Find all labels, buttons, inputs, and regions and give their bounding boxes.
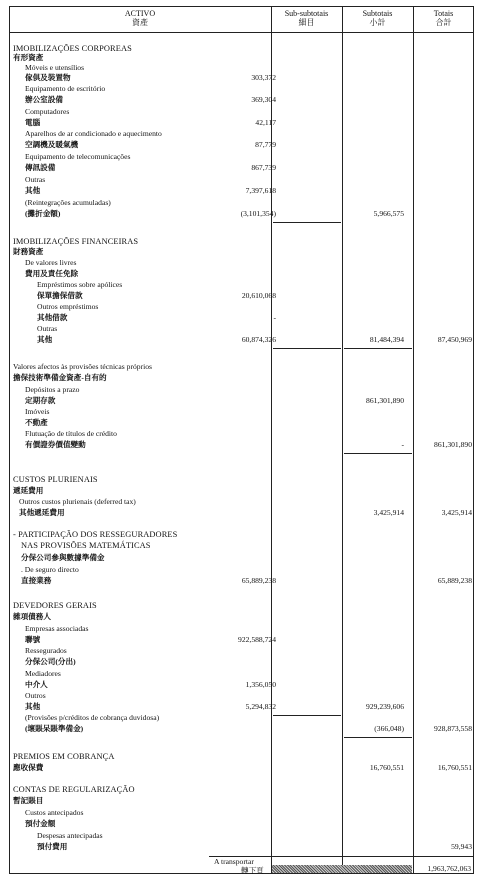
table-row — [9, 723, 474, 734]
table-row — [9, 540, 474, 551]
table-row — [9, 485, 474, 496]
table-row — [9, 645, 474, 656]
row-label: PREMIOS EM COBRANÇA — [13, 752, 115, 761]
table-row — [9, 474, 474, 485]
a-transportar-label: A transportar — [214, 857, 254, 866]
table-row — [9, 795, 474, 806]
table-row — [9, 361, 474, 372]
row-value-n1: 7,397,618 — [245, 186, 276, 195]
row-label: 預付費用 — [37, 842, 68, 851]
row-label: Equipamento de telecomunicações — [25, 152, 131, 161]
row-label: Mediadores — [25, 669, 61, 678]
table-row — [9, 784, 474, 795]
row-label: (壞賬呆賬準備金) — [25, 724, 84, 733]
row-label: Valores afectos às provisões técnicas próprios — [13, 362, 152, 371]
row-label: 其他 — [37, 335, 53, 344]
row-value-n2: 5,966,575 — [373, 209, 404, 218]
table-row — [9, 529, 474, 540]
table-row — [9, 384, 474, 395]
row-label: (Provisões p/créditos de cobrança duvidosa) — [25, 713, 160, 722]
table-row — [9, 334, 474, 345]
table-row — [9, 439, 474, 450]
table-row — [9, 656, 474, 667]
table-row — [9, 623, 474, 634]
table-row — [9, 312, 474, 323]
row-value-n1: - — [273, 313, 276, 322]
table-row — [9, 679, 474, 690]
row-label: Despesas antecipadas — [37, 831, 103, 840]
header-activo: ACTIVO 資產 — [124, 9, 156, 27]
row-label: Móveis e utensílios — [25, 63, 85, 72]
table-row — [9, 611, 474, 622]
row-label: Flutuação de títulos de crédito — [25, 429, 117, 438]
row-value-n3: 16,760,551 — [437, 763, 472, 772]
row-value-n3: 59,943 — [451, 842, 472, 851]
row-label: 分保公司(分出) — [25, 657, 76, 666]
subtotal-rule — [273, 348, 341, 349]
row-label: 財務資產 — [13, 247, 44, 256]
row-value-n1: 65,889,238 — [241, 576, 276, 585]
row-label: 傢俱及裝置物 — [25, 73, 71, 82]
table-row — [9, 151, 474, 162]
subtotal-rule — [344, 348, 412, 349]
row-value-n1: 42,117 — [255, 118, 276, 127]
subtotal-rule — [273, 715, 341, 716]
table-row — [9, 428, 474, 439]
table-row — [9, 751, 474, 762]
row-label: 不動產 — [25, 418, 48, 427]
row-label: IMOBILIZAÇÕES CORPOREAS — [13, 44, 132, 53]
row-value-n1: 922,588,724 — [238, 635, 276, 644]
table-row — [9, 406, 474, 417]
table-row — [9, 117, 474, 128]
row-label: - PARTICIPAÇÃO DOS RESSEGURADORES — [13, 530, 178, 539]
row-label: 有價證券價值變動 — [25, 440, 86, 449]
table-row — [9, 246, 474, 257]
hatched-cell — [272, 865, 412, 873]
row-value-n1: 20,610,068 — [241, 291, 276, 300]
row-value-n1: (3,101,354) — [240, 209, 276, 218]
table-row — [9, 162, 474, 173]
table-row — [9, 174, 474, 185]
table-row — [9, 762, 474, 773]
row-label: 費用及責任免除 — [25, 269, 79, 278]
table-row — [9, 128, 474, 139]
row-label: (Reintegrações acumuladas) — [25, 198, 111, 207]
table-row — [9, 257, 474, 268]
row-label: 其他 — [25, 702, 41, 711]
row-label: Depósitos a prazo — [25, 385, 80, 394]
row-value-n3: 65,889,238 — [437, 576, 472, 585]
row-value-n2: 81,484,394 — [369, 335, 404, 344]
row-label: 其他 — [25, 186, 41, 195]
table-row — [9, 417, 474, 428]
row-value-n2: 929,239,606 — [366, 702, 404, 711]
row-label: Outras — [37, 324, 58, 333]
balance-sheet-table — [9, 6, 477, 880]
table-row — [9, 290, 474, 301]
row-label: 定期存款 — [25, 396, 56, 405]
row-value-n2: 16,760,551 — [369, 763, 404, 772]
row-label: Empréstimos sobre apólices — [37, 280, 123, 289]
row-label: CONTAS DE REGULARIZAÇÃO — [13, 785, 135, 794]
row-label: . De seguro directo — [21, 565, 79, 574]
row-label: 聯號 — [25, 635, 41, 644]
row-label: 傳訊設備 — [25, 163, 56, 172]
row-value-n1: 369,304 — [251, 95, 276, 104]
table-row — [9, 818, 474, 829]
row-label: Aparelhos de ar condicionado e aquecimento — [25, 129, 162, 138]
header-separator — [9, 32, 474, 33]
row-label: 直接業務 — [21, 576, 52, 585]
row-label: 空調機及暖氣機 — [25, 140, 79, 149]
subtotal-rule — [344, 737, 412, 738]
row-label: 保單擔保借款 — [37, 291, 83, 300]
table-row — [9, 701, 474, 712]
row-label: 電腦 — [25, 118, 41, 127]
row-label: (攤折金額) — [25, 209, 61, 218]
row-label: 擔保技術準備金資產-自有的 — [13, 373, 107, 382]
table-row — [9, 564, 474, 575]
table-row — [9, 83, 474, 94]
row-value-n3: 87,450,969 — [437, 335, 472, 344]
table-row — [9, 712, 474, 723]
row-label: Outros empréstimos — [37, 302, 99, 311]
table-row — [9, 830, 474, 841]
row-value-n2: 3,425,914 — [373, 508, 404, 517]
table-row — [9, 106, 474, 117]
row-label: 雜項債務人 — [13, 612, 51, 621]
row-label: Imóveis — [25, 407, 50, 416]
row-value-n1: 867,739 — [251, 163, 276, 172]
row-label: NAS PROVISÕES MATEMÁTICAS — [21, 541, 151, 550]
row-label: Equipamento de escritório — [25, 84, 106, 93]
row-label: CUSTOS PLURIENAIS — [13, 475, 98, 484]
row-value-n1: 303,372 — [251, 73, 276, 82]
row-label: 暫記賬目 — [13, 796, 44, 805]
table-row — [9, 841, 474, 852]
table-row — [9, 507, 474, 518]
header-subtotais: Subtotais 小計 — [362, 9, 393, 27]
a-transportar-zh-label: 轉下頁 — [241, 866, 264, 875]
table-row — [9, 323, 474, 334]
table-row — [9, 301, 474, 312]
row-label: De valores livres — [25, 258, 77, 267]
table-row — [9, 372, 474, 383]
table-row — [9, 72, 474, 83]
row-value-n1: 87,779 — [255, 140, 276, 149]
row-label: 預付金額 — [25, 819, 56, 828]
table-row — [9, 496, 474, 507]
table-row — [9, 268, 474, 279]
row-label: Outras — [25, 175, 46, 184]
table-row — [9, 552, 474, 563]
row-value-n1: 5,294,832 — [245, 702, 276, 711]
table-row — [9, 208, 474, 219]
row-value-n1: 1,356,050 — [245, 680, 276, 689]
row-value-n2: (366,048) — [374, 724, 404, 733]
table-row — [9, 575, 474, 586]
row-label: 中介人 — [25, 680, 48, 689]
table-row — [9, 139, 474, 150]
row-label: Custos antecipados — [25, 808, 84, 817]
row-label: 辦公室設備 — [25, 95, 63, 104]
row-label: IMOBILIZAÇÕES FINANCEIRAS — [13, 237, 139, 246]
row-value-n3: 3,425,914 — [441, 508, 472, 517]
subtotal-rule — [273, 222, 341, 223]
table-row — [9, 197, 474, 208]
row-label: 分保公司參與數據準備金 — [21, 553, 105, 562]
table-row — [9, 94, 474, 105]
row-label: 應收保費 — [13, 763, 44, 772]
row-label: 遞延費用 — [13, 486, 44, 495]
table-row — [9, 185, 474, 196]
row-label: 其他借款 — [37, 313, 68, 322]
row-label: DEVEDORES GERAIS — [13, 601, 97, 610]
table-row — [9, 807, 474, 818]
row-value-n3: 928,873,558 — [434, 724, 472, 733]
table-row — [9, 634, 474, 645]
row-value-n2: 861,301,890 — [366, 396, 404, 405]
row-label: Outros — [25, 691, 46, 700]
subtotal-rule — [344, 453, 412, 454]
header-totais: Totais 合計 — [433, 9, 454, 27]
row-label: Empresas associadas — [25, 624, 89, 633]
table-row — [9, 668, 474, 679]
table-row — [9, 395, 474, 406]
row-label: Outros custos plurienais (deferred tax) — [19, 497, 136, 506]
row-value-n1: 60,874,326 — [241, 335, 276, 344]
row-label: 有形資產 — [13, 53, 44, 62]
row-value-n2: - — [401, 440, 404, 449]
table-row — [9, 690, 474, 701]
row-value-n3: 861,301,890 — [434, 440, 472, 449]
total-value: 1,963,762,063 — [427, 864, 471, 873]
header-sub-subtotais: Sub-subtotais 細目 — [284, 9, 329, 27]
row-label: Ressegurados — [25, 646, 67, 655]
table-row — [9, 279, 474, 290]
table-row — [9, 600, 474, 611]
row-label: Computadores — [25, 107, 70, 116]
row-label: 其他遞延費用 — [19, 508, 65, 517]
